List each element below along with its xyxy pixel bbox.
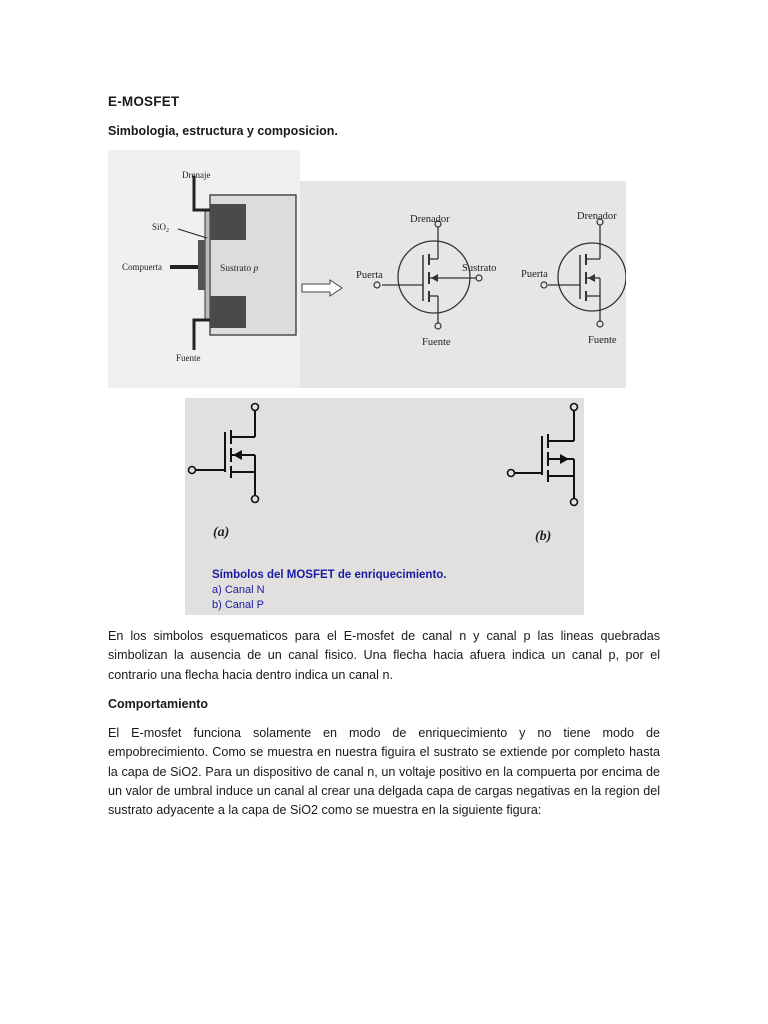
source-label: Fuente bbox=[176, 353, 201, 363]
mosfet-symbols-figure bbox=[300, 181, 626, 388]
substrate-label: Sustrato p bbox=[220, 264, 259, 274]
drain-label-2: Drenador bbox=[577, 211, 617, 222]
caption-p-channel: b) Canal P bbox=[212, 599, 264, 611]
source-label-1: Fuente bbox=[422, 337, 451, 348]
paragraph-behavior: El E-mosfet funciona solamente en modo de enriquecimiento y no tiene modo de empobrecimiento. Como se muestra en nuestra figuira el sustrato se extiende por completo hasta la capa de SiO2. Para un dispositivo de canal n, un voltaje positivo en la compuerta por encima de un valor de umbral induce un canal al crear una delgada capa de cargas negativas en la region del sustrato adyacente a la capa de SiO2 como se muestra en la siguiente figura: bbox=[108, 726, 660, 818]
label-b: (b) bbox=[535, 529, 552, 544]
symbol-with-substrate bbox=[356, 214, 496, 348]
caption-title: Símbolos del MOSFET de enriquecimiento. bbox=[212, 569, 447, 581]
paragraph-symbols: En los simbolos esquematicos para el E-mosfet de canal n y canal p las lineas quebradas simbolizan la ausencia de un canal fisico. Una flecha hacia afuera indica un canal p, por el contrario una flecha hacia dentro indica un canal n. bbox=[108, 629, 660, 682]
symbol-n-channel bbox=[189, 404, 259, 503]
section-title-comportamiento: Comportamiento bbox=[108, 697, 208, 711]
label-a: (a) bbox=[213, 525, 230, 540]
enhancement-mosfet-figure bbox=[185, 398, 584, 615]
symbol-p-channel bbox=[508, 404, 578, 506]
section-subtitle: Simbologia, estructura y composicion. bbox=[108, 124, 338, 138]
source-label-2: Fuente bbox=[588, 335, 617, 346]
oxide-label: SiO$_2$ bbox=[152, 222, 170, 234]
substrate-label-1: Sustrato bbox=[462, 263, 497, 274]
drain-label-1: Drenador bbox=[410, 214, 450, 225]
caption-n-channel: a) Canal N bbox=[212, 584, 265, 596]
gate-label-2: Puerta bbox=[521, 269, 548, 280]
mosfet-structure-figure bbox=[108, 150, 300, 388]
drain-label: Drenaje bbox=[182, 170, 211, 180]
symbol-three-terminal bbox=[521, 211, 626, 346]
gate-label-1: Puerta bbox=[356, 270, 383, 281]
gate-label: Compuerta bbox=[122, 262, 162, 272]
page-title: E-MOSFET bbox=[108, 94, 180, 109]
